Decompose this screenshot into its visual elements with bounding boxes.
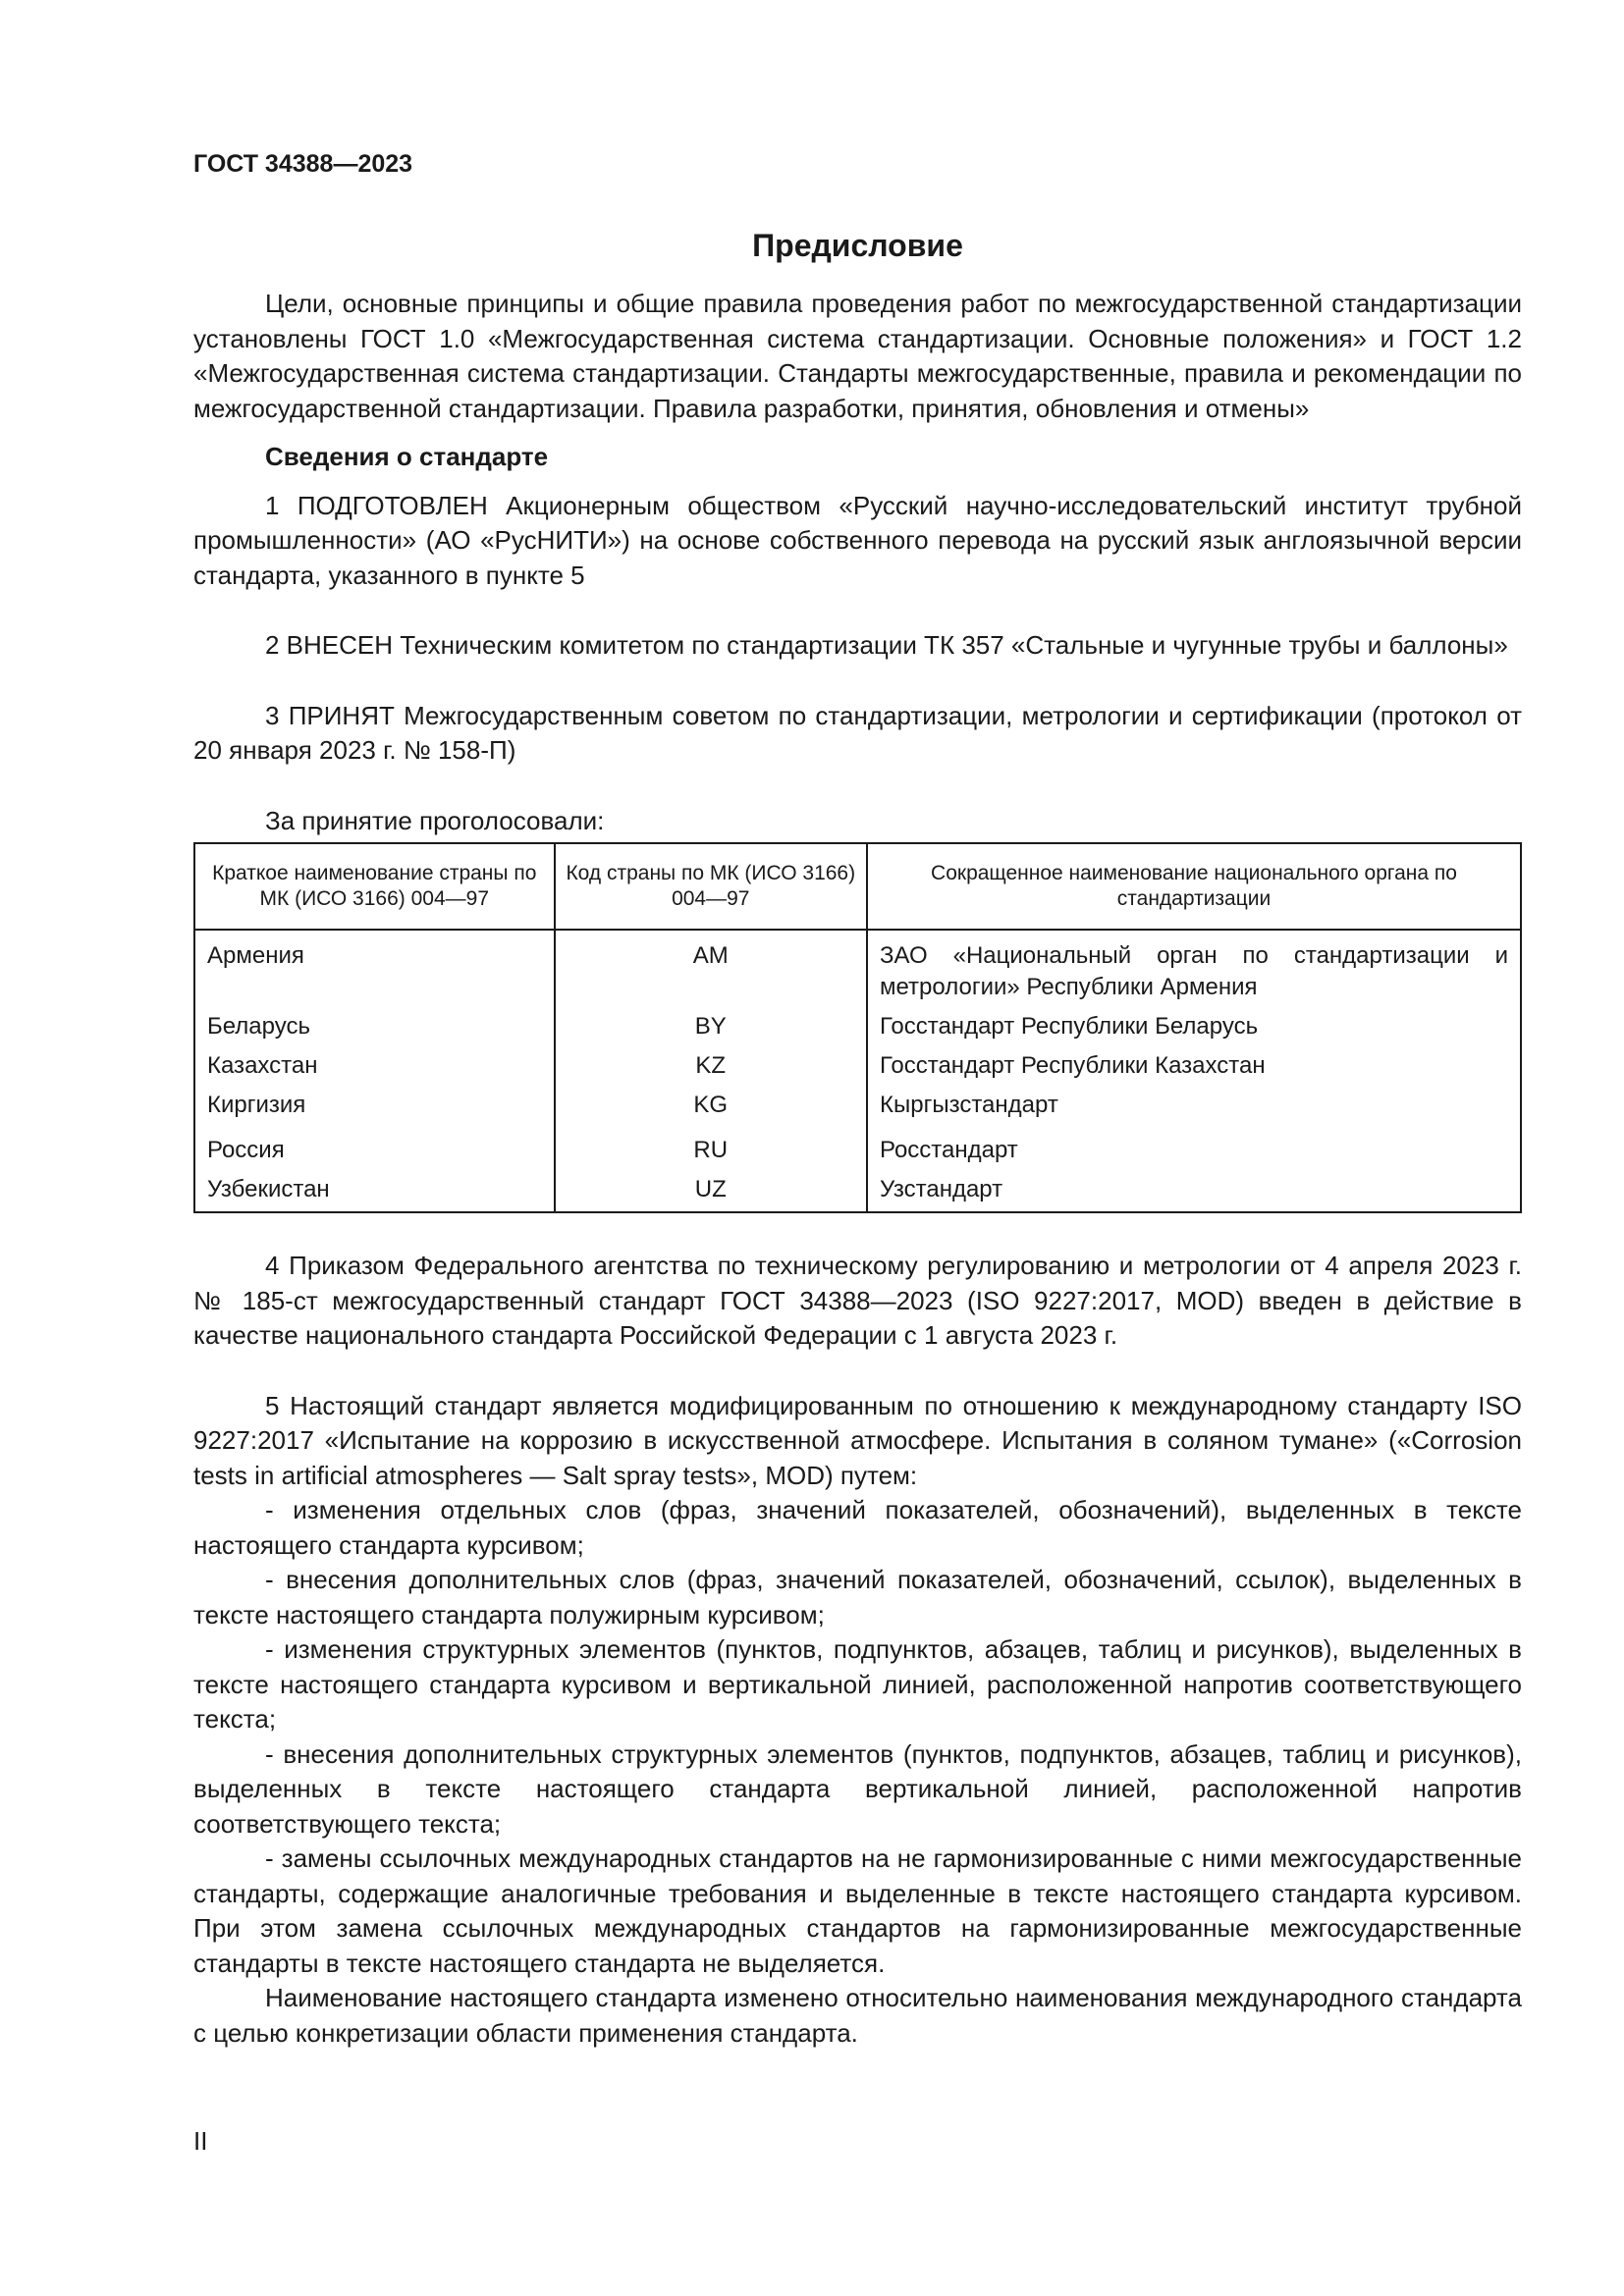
table-header-org: Сокращенное наименование национального органа по стандартизации xyxy=(867,843,1521,930)
country-cell: Киргизия xyxy=(194,1086,555,1131)
org-cell: ЗАО «Национальный орган по стандартизации и метрологии» Республики Армения xyxy=(867,930,1521,1007)
org-cell: Госстандарт Республики Казахстан xyxy=(867,1046,1521,1086)
code-cell: KG xyxy=(555,1086,867,1131)
list-item: - изменения структурных элементов (пунктов, подпунктов, абзацев, таблиц и рисунков), выделенных в тексте настоящего стандарта курсивом и вертикальной линией, расположенной напротив соответствующего текста; xyxy=(193,1634,1522,1734)
code-cell: KZ xyxy=(555,1046,867,1086)
list-item: - замены ссылочных международных стандартов на не гармонизированные с ними межгосударственные стандарты, содержащие аналогичные требования и выделенные в тексте настоящего стандарта курсивом. При этом замена ссылочных международных стандартов на гармонизированные межгосударственные стандарты в тексте настоящего стандарта не выделяется. xyxy=(193,1843,1522,1978)
code-cell: RU xyxy=(555,1131,867,1170)
country-cell: Армения xyxy=(194,930,555,1007)
table-header-row xyxy=(194,843,1521,930)
document-code: ГОСТ 34388—2023 xyxy=(193,150,413,178)
country-cell: Россия xyxy=(194,1131,555,1170)
list-item: - внесения дополнительных структурных элементов (пунктов, подпунктов, абзацев, таблиц и рисунков), выделенных в тексте настоящего стандарта вертикальной линией, расположенной напротив соответствующего текста; xyxy=(193,1738,1522,1839)
table-row xyxy=(194,1007,1521,1046)
voting-table xyxy=(193,842,1522,1213)
list-item: - внесения дополнительных слов (фраз, значений показателей, обозначений, ссылок), выделенных в тексте настоящего стандарта полужирным курсивом; xyxy=(193,1565,1522,1629)
paragraph-4: 4 Приказом Федерального агентства по техническому регулированию и метрологии от 4 апреля 2023 г. № 185-ст межгосударственный стандарт ГОСТ 34388—2023 (ISO 9227:2017, MOD) введен в действие в качестве национального стандарта Российской Федерации с 1 августа 2023 г. xyxy=(193,1251,1522,1350)
code-cell: BY xyxy=(555,1007,867,1046)
page-number: II xyxy=(193,2126,208,2156)
country-cell: Казахстан xyxy=(194,1046,555,1086)
table-row xyxy=(194,1046,1521,1086)
intro-paragraph: Цели, основные принципы и общие правила проведения работ по межгосударственной стандартизации установлены ГОСТ 1.0 «Межгосударственная система стандартизации. Основные положения» и ГОСТ 1.2 «Межгосударственная система стандартизации. Стандарты межгосударственные, правила и рекомендации по межгосударственной стандартизации. Правила разработки, принятия, обновления и отмены» xyxy=(193,289,1522,423)
paragraph-5: 5 Настоящий стандарт является модифицированным по отношению к международному стандарту ISO 9227:2017 «Испытание на коррозию в искусственной атмосфере. Испытания в соляном тумане» («Corrosion tests in artificial atmospheres — Salt spray tests», MOD) путем: xyxy=(193,1390,1522,1490)
closing-paragraph: Наименование настоящего стандарта изменено относительно наименования международного стандарта с целью конкретизации области применения стандарта. xyxy=(193,1983,1522,2048)
table-header-country: Краткое наименование страны по МК (ИСО 3166) 004—97 xyxy=(194,843,555,930)
paragraph-3: 3 ПРИНЯТ Межгосударственным советом по стандартизации, метрологии и сертификации (протокол от 20 января 2023 г. № 158-П) xyxy=(193,700,1522,765)
voted-label: За принятие проголосовали: xyxy=(265,805,605,835)
code-cell: UZ xyxy=(555,1170,867,1212)
document-body xyxy=(193,287,1522,2051)
org-cell: Узстандарт xyxy=(867,1170,1521,1212)
table-row xyxy=(194,1170,1521,1212)
page-title: Предисловие xyxy=(752,228,963,263)
table-row xyxy=(194,1086,1521,1131)
table-header-code: Код страны по МК (ИСО 3166) 004—97 xyxy=(555,843,867,930)
org-cell: Госстандарт Республики Беларусь xyxy=(867,1007,1521,1046)
org-cell: Кыргызстандарт xyxy=(867,1086,1521,1131)
org-cell: Росстандарт xyxy=(867,1131,1521,1170)
country-cell: Узбекистан xyxy=(194,1170,555,1212)
table-row xyxy=(194,930,1521,1007)
paragraph-1: 1 ПОДГОТОВЛЕН Акционерным обществом «Русский научно-исследовательский институт трубной промышленности» (АО «РусНИТИ») на основе собственного перевода на русский язык англоязычной версии стандарта, указанного в пункте 5 xyxy=(193,490,1522,590)
section-title: Сведения о стандарте xyxy=(265,442,549,471)
country-cell: Беларусь xyxy=(194,1007,555,1046)
code-cell: AM xyxy=(555,930,867,1007)
list-item: - изменения отдельных слов (фраз, значений показателей, обозначений), выделенных в тексте настоящего стандарта курсивом; xyxy=(193,1495,1522,1560)
table-row xyxy=(194,1131,1521,1170)
paragraph-2: 2 ВНЕСЕН Техническим комитетом по стандартизации ТК 357 «Стальные и чугунные трубы и баллоны» xyxy=(265,630,1508,660)
